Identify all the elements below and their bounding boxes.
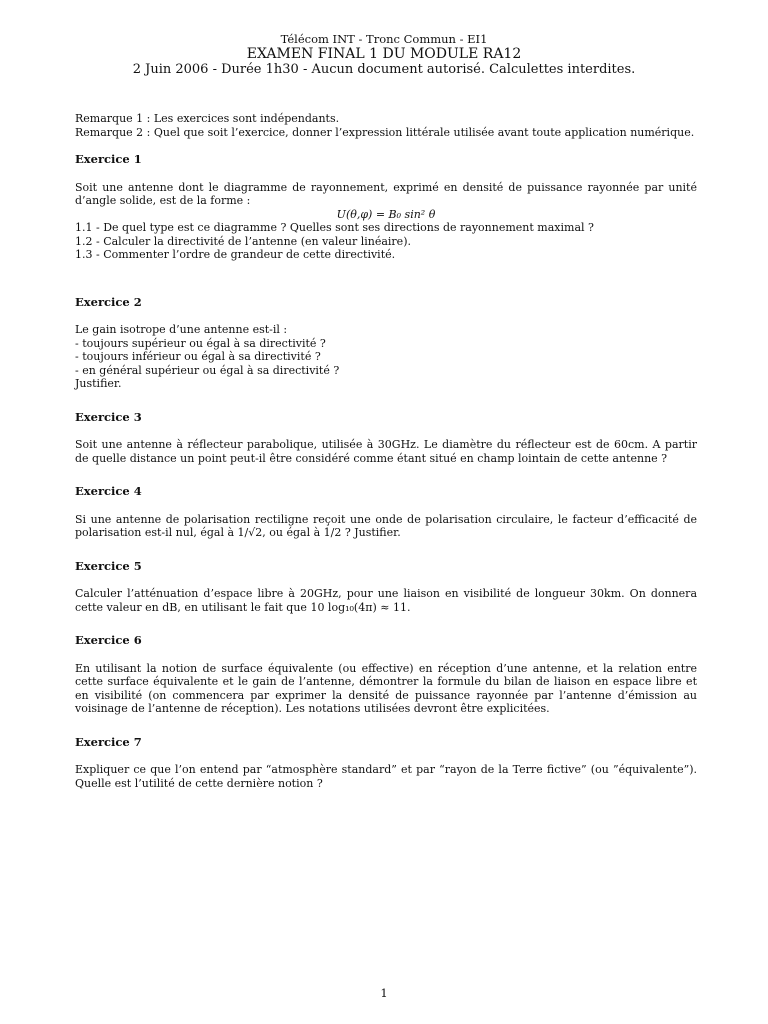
exercise-4-title: Exercice 4 — [75, 484, 142, 498]
exercise-2-line-5: Justifier. — [75, 377, 122, 390]
institution-line: Télécom INT - Tronc Commun - EI1 — [280, 32, 488, 46]
exercise-4 — [75, 485, 697, 540]
exercise-7-title: Exercice 7 — [75, 734, 142, 749]
exam-body — [75, 112, 697, 810]
exam-header — [0, 32, 768, 78]
exercise-7-text: Expliquer ce que l’on entend par “atmosphère standard” et par “rayon de la Terre fictive” (ou ”équivalente”). Quelle est l’utilité de cette dernière notion ? — [75, 763, 697, 790]
exercise-1-question-2: 1.2 - Calculer la directivité de l’antenne (en valeur linéaire). — [75, 234, 411, 248]
remark-2: Remarque 2 : Quel que soit l’exercice, donner l’expression littérale utilisée avant toute application numérique. — [75, 125, 695, 139]
exercise-4-text: Si une antenne de polarisation rectiligne reçoit une onde de polarisation circulaire, le facteur d’efficacité de polarisation est-il nul, égal à 1/√2, ou égal à 1/2 ? Justifier. — [75, 512, 697, 539]
exercise-3 — [75, 411, 697, 466]
exercise-1-question-3: 1.3 - Commenter l’ordre de grandeur de cette directivité. — [75, 248, 396, 261]
remark-1: Remarque 1 : Les exercices sont indépendants. — [75, 112, 340, 125]
exercise-6 — [75, 634, 697, 716]
exercise-3-title: Exercice 3 — [75, 409, 142, 424]
exercise-2-line-3: - toujours inférieur ou égal à sa directivité ? — [75, 350, 321, 363]
exercise-1-intro: Soit une antenne dont le diagramme de rayonnement, exprimé en densité de puissance rayonnée par unité d’angle solide, est de la forme : — [75, 180, 697, 207]
exercise-2-line-2: - toujours supérieur ou égal à sa directivité ? — [75, 336, 326, 350]
exercise-1-formula: U(θ,φ) = B₀ sin² θ — [336, 207, 436, 221]
exercise-6-title: Exercice 6 — [75, 633, 142, 647]
exercise-3-text: Soit une antenne à réflecteur parabolique, utilisée à 30GHz. Le diamètre du réflecteur est de 60cm. A partir de quelle distance un point peut-il être considéré comme étant situé en champ lointain de cette antenne ? — [75, 438, 697, 465]
exercise-1 — [75, 153, 697, 262]
exam-title: EXAMEN FINAL 1 DU MODULE RA12 — [246, 46, 522, 62]
exercise-2 — [75, 296, 697, 391]
exercise-2-line-1: Le gain isotrope d’une antenne est-il : — [75, 323, 288, 336]
exercise-5-text: Calculer l’atténuation d’espace libre à 20GHz, pour une liaison en visibilité de longueur 30km. On donnera cette valeur en dB, en utilisant le fait que 10 log₁₀(4π) ≈ 11. — [75, 587, 697, 614]
exercise-2-title: Exercice 2 — [75, 294, 142, 309]
exercise-5 — [75, 560, 697, 615]
exercise-5-title: Exercice 5 — [75, 558, 142, 573]
exercise-6-text: En utilisant la notion de surface équivalente (ou effective) en réception d’une antenne, et la relation entre cette surface équivalente et le gain de l’antenne, démontrer la formule du bilan de liaison en espace libre et en visibilité (on commencera par exprimer la densité de puissance rayonnée par l’antenne d’émission au voisinage de l’antenne de réception). Les notations utilisées devront être explicitées. — [75, 661, 697, 715]
remarks — [75, 112, 697, 139]
exercise-1-question-1: 1.1 - De quel type est ce diagramme ? Quelles sont ses directions de rayonnement maximal ? — [75, 221, 594, 234]
exercise-1-title: Exercice 1 — [75, 152, 142, 166]
exercise-2-line-4: - en général supérieur ou égal à sa directivité ? — [75, 363, 340, 377]
exercise-7 — [75, 736, 697, 791]
exam-subtitle: 2 Juin 2006 - Durée 1h30 - Aucun document autorisé. Calculettes interdites. — [132, 62, 636, 77]
page-number: 1 — [380, 986, 388, 1000]
